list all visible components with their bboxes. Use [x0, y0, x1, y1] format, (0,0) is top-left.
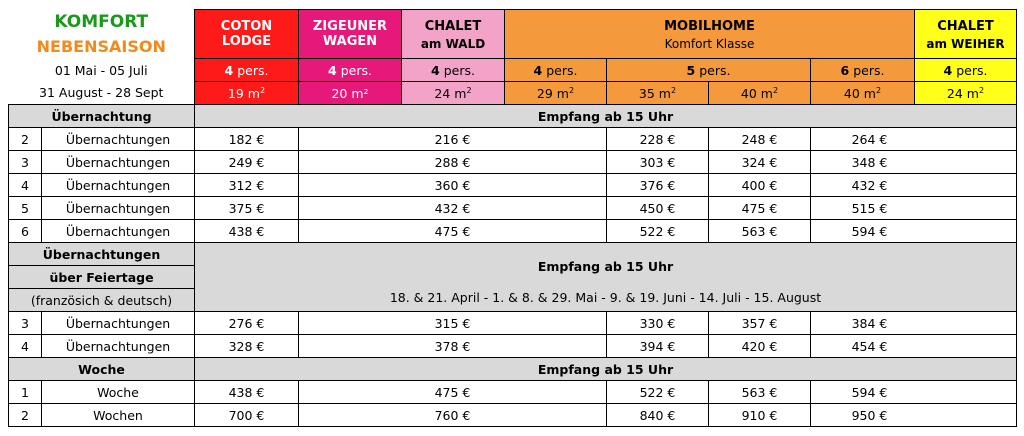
- coton-lodge-line1: COTON: [220, 19, 273, 34]
- price-mobil-4: 450 €: [607, 197, 709, 220]
- price-mobil-5: 248 €: [709, 128, 811, 151]
- price-coton: 438 €: [195, 381, 299, 404]
- price-group: 475 €: [299, 381, 607, 404]
- week-arrival: Empfang ab 15 Uhr: [195, 358, 1017, 381]
- price-mobil-6-weiher: 264 €: [811, 128, 1017, 151]
- holidays-title-2: über Feiertage: [9, 266, 195, 289]
- price-mobil-4: 840 €: [607, 404, 709, 427]
- mobilhome-persons-5: [607, 59, 811, 82]
- price-coton: 438 €: [195, 220, 299, 243]
- price-mobil-5: 420 €: [709, 335, 811, 358]
- price-mobil-6-weiher: 348 €: [811, 151, 1017, 174]
- row-count: 2: [9, 404, 42, 427]
- mobilhome-size-40b-squared: 2: [875, 85, 882, 95]
- zigeuner-wagen-persons: [299, 59, 402, 82]
- mobilhome-persons-5-num: 5: [686, 62, 696, 78]
- price-coton: 700 €: [195, 404, 299, 427]
- mobilhome-size-40b-value: 40 m: [843, 85, 876, 101]
- price-mobil-5: 324 €: [709, 151, 811, 174]
- price-mobil-5: 563 €: [709, 381, 811, 404]
- mobilhome-line1: MOBILHOME: [664, 18, 755, 34]
- price-group: 288 €: [299, 151, 607, 174]
- chalet-weiher-persons-num: 4: [943, 62, 953, 78]
- table-row: [9, 220, 1017, 243]
- price-mobil-5: 400 €: [709, 174, 811, 197]
- chalet-weiher-size: [915, 82, 1017, 105]
- price-group: 315 €: [299, 312, 607, 335]
- chalet-wald-size: [402, 82, 505, 105]
- row-label: Woche: [42, 381, 195, 404]
- row-count: 1: [9, 381, 42, 404]
- chalet-wald-persons-unit: pers.: [443, 62, 475, 78]
- price-mobil-5: 910 €: [709, 404, 811, 427]
- row-label: Übernachtungen: [42, 312, 195, 335]
- chalet-wald-header: [402, 10, 505, 59]
- row-label: Übernachtungen: [42, 335, 195, 358]
- mobilhome-persons-6-unit: pers.: [853, 62, 885, 78]
- mobilhome-size-40a-squared: 2: [772, 85, 779, 95]
- price-coton: 375 €: [195, 197, 299, 220]
- row-count: 5: [9, 197, 42, 220]
- mobilhome-header: [505, 10, 915, 59]
- mobilhome-size-40a-value: 40 m: [740, 85, 773, 101]
- week-section-title: Woche: [9, 358, 195, 381]
- mobilhome-size-29-squared: 2: [568, 85, 575, 95]
- table-row: [9, 312, 1017, 335]
- price-mobil-6-weiher: 384 €: [811, 312, 1017, 335]
- table-row: [9, 381, 1017, 404]
- price-group: 360 €: [299, 174, 607, 197]
- chalet-wald-persons: [402, 59, 505, 82]
- row-count: 4: [9, 335, 42, 358]
- price-mobil-6-weiher: 594 €: [811, 220, 1017, 243]
- price-group: 432 €: [299, 197, 607, 220]
- price-mobil-4: 228 €: [607, 128, 709, 151]
- price-mobil-4: 376 €: [607, 174, 709, 197]
- table-row: [9, 197, 1017, 220]
- zigeuner-wagen-persons-num: 4: [328, 62, 337, 78]
- zigeuner-wagen-persons-unit: pers.: [340, 62, 372, 78]
- zigeuner-wagen-header: [299, 10, 402, 59]
- chalet-weiher-size-squared: 2: [978, 85, 985, 95]
- price-mobil-6-weiher: 594 €: [811, 381, 1017, 404]
- holidays-title-3: (französich & deutsch): [9, 289, 195, 312]
- chalet-wald-size-value: 24 m: [434, 85, 467, 101]
- price-mobil-4: 330 €: [607, 312, 709, 335]
- nights-arrival: Empfang ab 15 Uhr: [195, 105, 1017, 128]
- chalet-weiher-header: [915, 10, 1017, 59]
- price-coton: 276 €: [195, 312, 299, 335]
- row-count: 4: [9, 174, 42, 197]
- price-group: 378 €: [299, 335, 607, 358]
- mobilhome-size-35-squared: 2: [670, 85, 677, 95]
- table-row: [9, 151, 1017, 174]
- coton-lodge-header: [195, 10, 299, 59]
- mobilhome-persons-4: [505, 59, 607, 82]
- price-mobil-6-weiher: 454 €: [811, 335, 1017, 358]
- chalet-weiher-persons-unit: pers.: [956, 62, 988, 78]
- mobilhome-size-40a: [709, 82, 811, 105]
- coton-lodge-size: [195, 82, 299, 105]
- chalet-weiher-persons: [915, 59, 1017, 82]
- coton-lodge-persons-unit: pers.: [237, 62, 269, 78]
- holidays-info: [195, 243, 1017, 312]
- price-coton: 328 €: [195, 335, 299, 358]
- table-row: [9, 128, 1017, 151]
- price-coton: 249 €: [195, 151, 299, 174]
- table-row: [9, 335, 1017, 358]
- holidays-arrival: Empfang ab 15 Uhr: [537, 259, 674, 274]
- price-mobil-5: 475 €: [709, 197, 811, 220]
- price-mobil-4: 522 €: [607, 381, 709, 404]
- coton-lodge-persons-num: 4: [224, 62, 234, 78]
- row-count: 3: [9, 151, 42, 174]
- chalet-wald-size-squared: 2: [466, 85, 472, 95]
- price-mobil-6-weiher: 515 €: [811, 197, 1017, 220]
- row-label: Übernachtungen: [42, 174, 195, 197]
- row-label: Übernachtungen: [42, 197, 195, 220]
- table-row: [9, 404, 1017, 427]
- table-row: [9, 174, 1017, 197]
- chalet-weiher-line1: CHALET: [937, 18, 994, 34]
- holidays-title-1: Übernachtungen: [9, 243, 195, 266]
- coton-lodge-line2: LODGE: [221, 34, 272, 49]
- mobilhome-persons-5-unit: pers.: [699, 62, 731, 78]
- price-mobil-4: 522 €: [607, 220, 709, 243]
- coton-lodge-size-value: 19 m: [227, 85, 260, 101]
- price-mobil-6-weiher: 432 €: [811, 174, 1017, 197]
- price-mobil-5: 563 €: [709, 220, 811, 243]
- mobilhome-line2: Komfort Klasse: [664, 36, 755, 51]
- nights-section-title: Übernachtung: [9, 105, 195, 128]
- mobilhome-size-35: [607, 82, 709, 105]
- zigeuner-wagen-line1: ZIGEUNER: [312, 19, 388, 34]
- row-count: 2: [9, 128, 42, 151]
- mobilhome-size-35-value: 35 m: [638, 85, 671, 101]
- price-mobil-4: 394 €: [607, 335, 709, 358]
- row-label: Wochen: [42, 404, 195, 427]
- mobilhome-size-29-value: 29 m: [536, 85, 569, 101]
- price-group: 760 €: [299, 404, 607, 427]
- price-group: 216 €: [299, 128, 607, 151]
- nebensaison-subtitle: NEBENSAISON: [36, 37, 166, 56]
- price-mobil-4: 303 €: [607, 151, 709, 174]
- price-group: 475 €: [299, 220, 607, 243]
- zigeuner-wagen-size: 20 m²: [299, 82, 402, 105]
- row-label: Übernachtungen: [42, 151, 195, 174]
- row-label: Übernachtungen: [42, 220, 195, 243]
- mobilhome-size-40b: [811, 82, 915, 105]
- row-count: 3: [9, 312, 42, 335]
- price-coton: 312 €: [195, 174, 299, 197]
- chalet-wald-line2: am WALD: [420, 36, 486, 51]
- mobilhome-persons-6-num: 6: [840, 62, 850, 78]
- mobilhome-size-29: [505, 82, 607, 105]
- period-2: 31 August - 28 Sept: [39, 85, 164, 101]
- coton-lodge-size-squared: 2: [259, 85, 266, 95]
- price-mobil-5: 357 €: [709, 312, 811, 335]
- mobilhome-persons-6: [811, 59, 915, 82]
- chalet-weiher-line2: am WEIHER: [926, 36, 1005, 51]
- coton-lodge-persons: [195, 59, 299, 82]
- row-label: Übernachtungen: [42, 128, 195, 151]
- chalet-wald-line1: CHALET: [424, 18, 482, 34]
- price-coton: 182 €: [195, 128, 299, 151]
- period-1: 01 Mai - 05 Juli: [54, 62, 148, 78]
- chalet-weiher-size-value: 24 m: [946, 85, 979, 101]
- zigeuner-wagen-line2: WAGEN: [322, 34, 378, 49]
- price-table: [8, 9, 1017, 427]
- mobilhome-persons-4-unit: pers.: [546, 62, 578, 78]
- holidays-dates: 18. & 21. April - 1. & 8. & 29. Mai - 9. & 19. Juni - 14. Juli - 15. August: [389, 290, 822, 305]
- mobilhome-persons-4-num: 4: [533, 62, 543, 78]
- chalet-wald-persons-num: 4: [431, 62, 440, 78]
- row-count: 6: [9, 220, 42, 243]
- price-mobil-6-weiher: 950 €: [811, 404, 1017, 427]
- komfort-title: KOMFORT: [54, 11, 149, 32]
